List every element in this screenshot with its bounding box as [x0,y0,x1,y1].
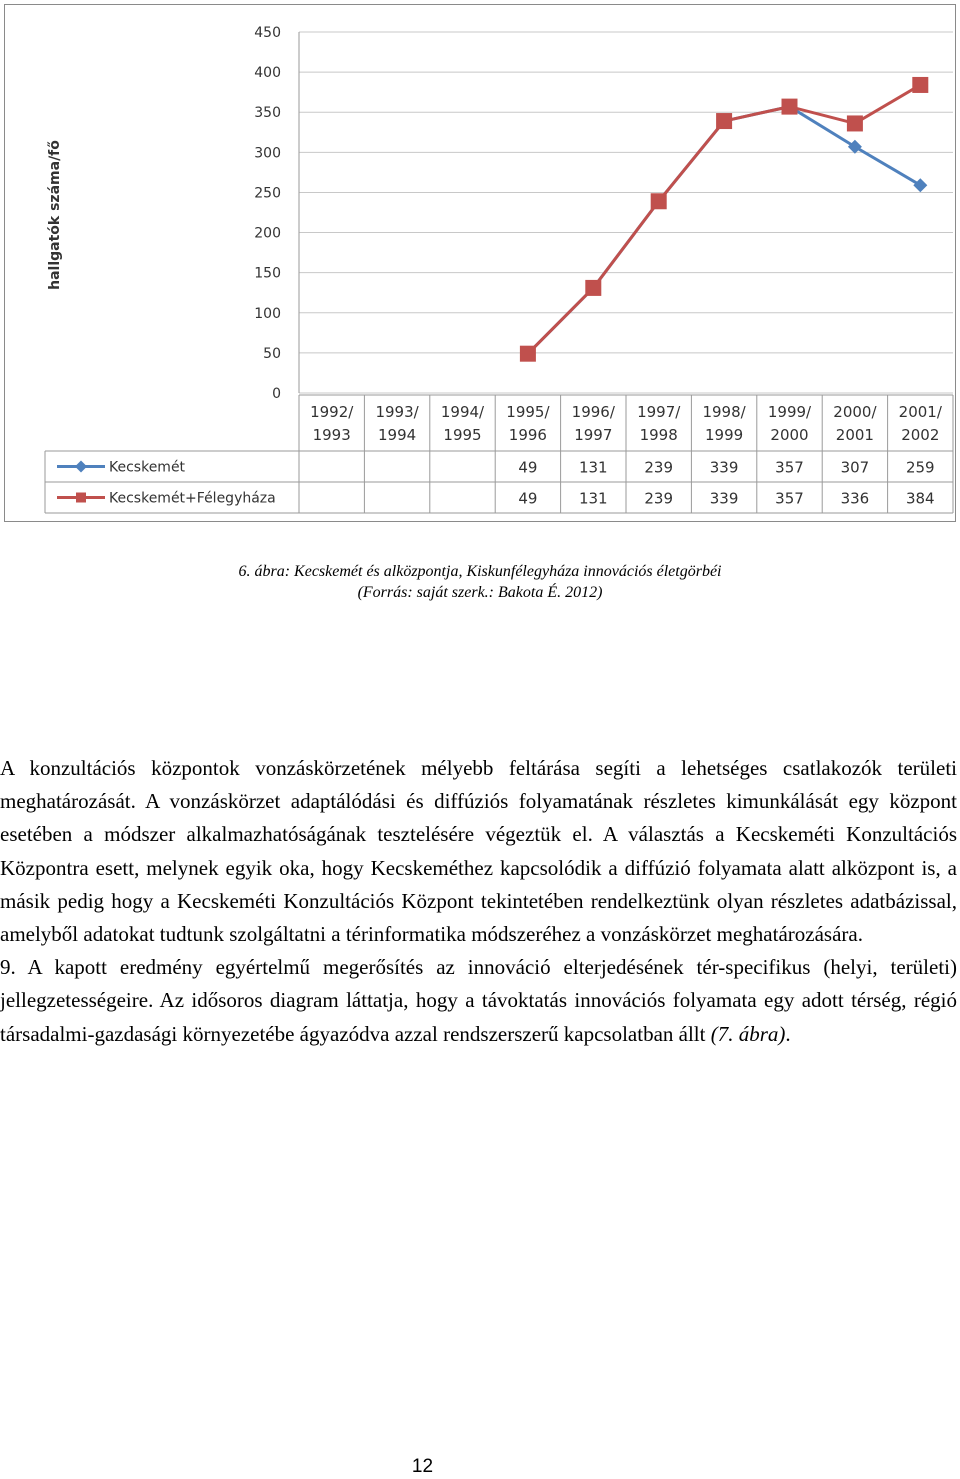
x-tick-label: 1996 [508,426,547,444]
data-point [716,113,732,129]
page-number: 12 [411,1456,434,1477]
y-tick-label: 350 [254,105,281,122]
data-point [912,77,928,93]
data-label: 357 [775,458,804,477]
x-tick-label: 1993/ [375,403,419,421]
paragraph-2-text: 9. A kapott eredmény egyértelmű megerősítés az innováció elterjedésének tér-specifikus (helyi, területi) jellegzetességeire. Az idősoros diagram láttatja, hogy a távoktatás innovációs folyamata egy adott térség, régió társadalmi-gazdasági környezetébe ágyazódva azzal rendszerszerű kapcsolatban állt [0,955,957,1046]
data-label: 339 [709,489,739,508]
x-tick-label: 1999 [705,426,744,444]
data-label: 49 [518,458,538,477]
x-tick-label: 1997/ [637,403,681,421]
x-tick-label: 1998 [639,426,678,444]
legend-label: Kecskemét [109,459,186,476]
data-label: 259 [905,458,935,477]
x-tick-label: 2000/ [833,403,877,421]
y-tick-label: 450 [254,25,281,41]
x-tick-label: 1999/ [767,403,812,421]
legend-label: Kecskemét+Félegyháza [109,490,276,507]
data-point [913,178,927,192]
y-tick-label: 300 [254,145,281,162]
paragraph-2-end: . [785,1021,791,1046]
paragraph-1: A konzultációs központok vonzáskörzetének mélyebb feltárása segíti a lehetséges csatlakozók területi meghatározását. A vonzáskörzet adaptálódási és diffúziós folyamatának részletes kimunkálását egy központ esetében a módszer alkalmazhatóságának tesztelésére végeztük el. A választás a Kecskeméti Konzultációs Központra esett, melynek egyik oka, hogy Kecskeméthez kapcsolódik a diffúzió folyamata alatt alközpont is, a másik pedig hogy a Kecskeméti Konzultációs Központ tekintetében rendelkeztünk olyan részletes adatbázissal, amelyből adatokat tudtunk szolgáltatni a térinformatika módszeréhez a vonzáskörzet meghatározására. [0,756,957,947]
x-tick-label: 1998/ [702,403,746,421]
y-tick-label: 200 [254,225,281,242]
data-point [782,99,798,115]
x-tick-label: 2000 [770,426,809,444]
data-point [585,280,601,296]
x-tick-label: 2001 [835,426,874,444]
data-label: 357 [775,489,804,508]
figure-source: (Forrás: saját szerk.: Bakota É. 2012) [357,584,603,601]
x-tick-label: 1995/ [506,403,550,421]
data-label: 49 [518,489,538,508]
x-tick-label: 1993 [312,426,351,444]
y-tick-label: 50 [263,345,281,362]
chart-frame [4,4,956,522]
legend-key-marker [75,461,87,473]
y-axis-title: hallgatók száma/fő [47,140,63,290]
x-tick-label: 2002 [901,426,940,444]
data-point [847,115,863,131]
data-label: 384 [905,489,935,508]
legend-key-marker [76,493,86,503]
y-tick-label: 400 [254,65,281,82]
data-label: 307 [840,458,870,477]
line-chart [5,5,955,521]
data-label: 336 [840,489,870,508]
y-tick-label: 250 [254,185,281,202]
x-tick-label: 1996/ [571,403,615,421]
data-point [848,140,862,154]
series-line-1 [528,107,920,354]
x-tick-label: 1992/ [310,403,354,421]
y-tick-label: 150 [254,265,281,282]
data-label: 339 [709,458,739,477]
body-text [0,752,957,1051]
data-label: 239 [644,489,674,508]
x-tick-label: 1997 [574,426,613,444]
y-tick-label: 100 [254,305,281,322]
x-tick-label: 1994 [378,426,417,444]
data-label: 239 [644,458,674,477]
figure-reference: (7. ábra) [710,1021,786,1046]
x-tick-label: 1994/ [440,403,485,421]
data-label: 131 [578,489,608,508]
paragraph-2 [0,951,957,1051]
y-tick-label: 0 [272,386,281,402]
data-point [651,193,667,209]
x-tick-label: 1995 [443,426,482,444]
figure-caption: 6. ábra: Kecskemét és alközpontja, Kiskunfélegyháza innovációs életgörbéi [238,563,722,580]
x-tick-label: 2001/ [898,403,942,421]
data-point [520,346,536,362]
data-label: 131 [578,458,608,477]
